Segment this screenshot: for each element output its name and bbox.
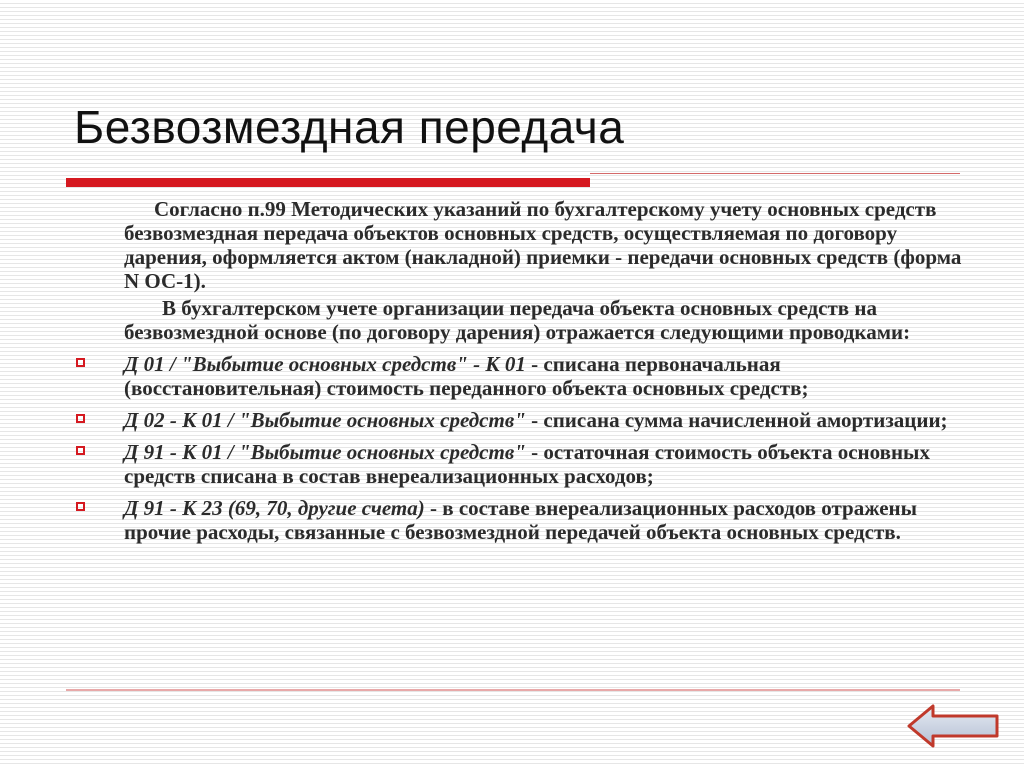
square-bullet-icon	[76, 414, 85, 423]
posting-description: - остаточная стоимость объекта основных средств списана в состав внереализационных расходов;	[124, 440, 930, 488]
posting-item	[72, 352, 972, 400]
back-button[interactable]	[905, 702, 1002, 750]
posting-description: - списана первоначальная (восстановительная) стоимость переданного объекта основных средств;	[124, 352, 809, 400]
slide-title: Безвозмездная передача	[74, 101, 625, 153]
title-divider-line	[590, 173, 960, 174]
footer-divider-line	[66, 689, 960, 691]
posting-accounts: Д 91 - К 23 (69, 70, другие счета)	[124, 496, 425, 520]
slide-body	[72, 197, 972, 544]
posting-accounts: Д 91 - К 01 / "Выбытие основных средств"	[124, 440, 526, 464]
square-bullet-icon	[76, 446, 85, 455]
postings-intro-paragraph: В бухгалтерском учете организации передача объекта основных средств на безвозмездной основе (по договору дарения) отражается следующими проводками:	[124, 296, 911, 344]
posting-item	[72, 496, 972, 544]
intro-paragraph: Согласно п.99 Методических указаний по бухгалтерскому учету основных средств безвозмездная передача объектов основных средств, осуществляемая по договору дарения, оформляется актом (накладной) приемки - передачи основных средств (форма N ОС-1).	[124, 197, 962, 293]
postings-list	[72, 352, 972, 544]
posting-description: - в составе внереализационных расходов отражены прочие расходы, связанные с безвозмездной передачей объекта основных средств.	[124, 496, 918, 544]
posting-item	[72, 408, 972, 432]
left-arrow-icon	[905, 702, 1002, 750]
square-bullet-icon	[76, 358, 85, 367]
posting-accounts: Д 02 - К 01 / "Выбытие основных средств"	[124, 408, 526, 432]
posting-item	[72, 440, 972, 488]
square-bullet-icon	[76, 502, 85, 511]
posting-description: - списана сумма начисленной амортизации;	[525, 408, 948, 432]
title-accent-bar	[66, 178, 590, 187]
posting-accounts: Д 01 / "Выбытие основных средств" - К 01	[124, 352, 526, 376]
